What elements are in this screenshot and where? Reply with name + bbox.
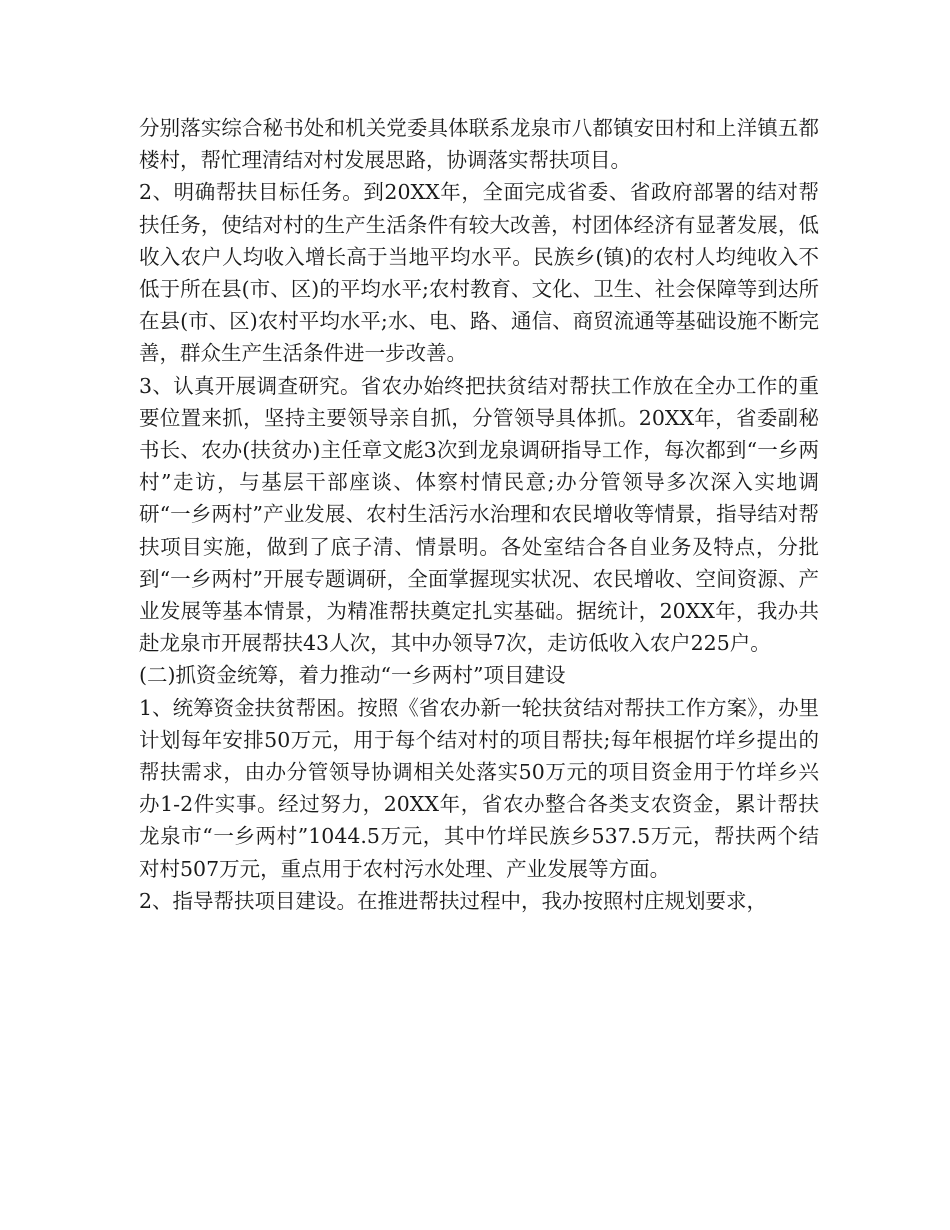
section-heading-funds: (二)抓资金统筹，着力推动“一乡两村”项目建设	[139, 663, 566, 688]
paragraph-item-2-goals: 2、明确帮扶目标任务。到20XX年，全面完成省委、省政府部署的结对帮扶任务，使结对村的生产生活条件有较大改善，村团体经济有显著发展，低收入农户人均收入增长高于当地平均水平。民族乡(镇)的农村人均纯收入不低于所在县(市、区)的平均水平;农村教育、文化、卫生、社会保障等到达所在县(市、区)农村平均水平;水、电、路、通信、商贸流通等基础设施不断完善，群众生产生活条件进一步改善。	[139, 180, 819, 366]
paragraph-continuation: 分别落实综合秘书处和机关党委具体联系龙泉市八都镇安田村和上洋镇五都楼村，帮忙理清结对村发展思路，协调落实帮扶项目。	[139, 116, 819, 173]
paragraph-item-1-funds: 1、统筹资金扶贫帮困。按照《省农办新一轮扶贫结对帮扶工作方案》，办里计划每年安排50万元，用于每个结对村的项目帮扶;每年根据竹垟乡提出的帮扶需求，由办分管领导协调相关处落实50万元的项目资金用于竹垟乡兴办1-2件实事。经过努力，20XX年，省农办整合各类支农资金，累计帮扶龙泉市“一乡两村”1044.5万元，其中竹垟民族乡537.5万元，帮扶两个结对村507万元，重点用于农村污水处理、产业发展等方面。	[139, 695, 819, 881]
document-body	[139, 112, 819, 917]
paragraph-item-3-research: 3、认真开展调查研究。省农办始终把扶贫结对帮扶工作放在全办工作的重要位置来抓，坚持主要领导亲自抓，分管领导具体抓。20XX年，省委副秘书长、农办(扶贫办)主任章文彪3次到龙泉调研指导工作，每次都到“一乡两村”走访，与基层干部座谈、体察村情民意;办分管领导多次深入实地调研“一乡两村”产业发展、农村生活污水治理和农民增收等情景，指导结对帮扶项目实施，做到了底子清、情景明。各处室结合各自业务及特点，分批到“一乡两村”开展专题调研，全面掌握现实状况、农民增收、空间资源、产业发展等基本情景，为精准帮扶奠定扎实基础。据统计，20XX年，我办共赴龙泉市开展帮扶43人次，其中办领导7次，走访低收入农户225户。	[139, 373, 819, 656]
paragraph-item-2-projects: 2、指导帮扶项目建设。在推进帮扶过程中，我办按照村庄规划要求，	[139, 888, 768, 913]
